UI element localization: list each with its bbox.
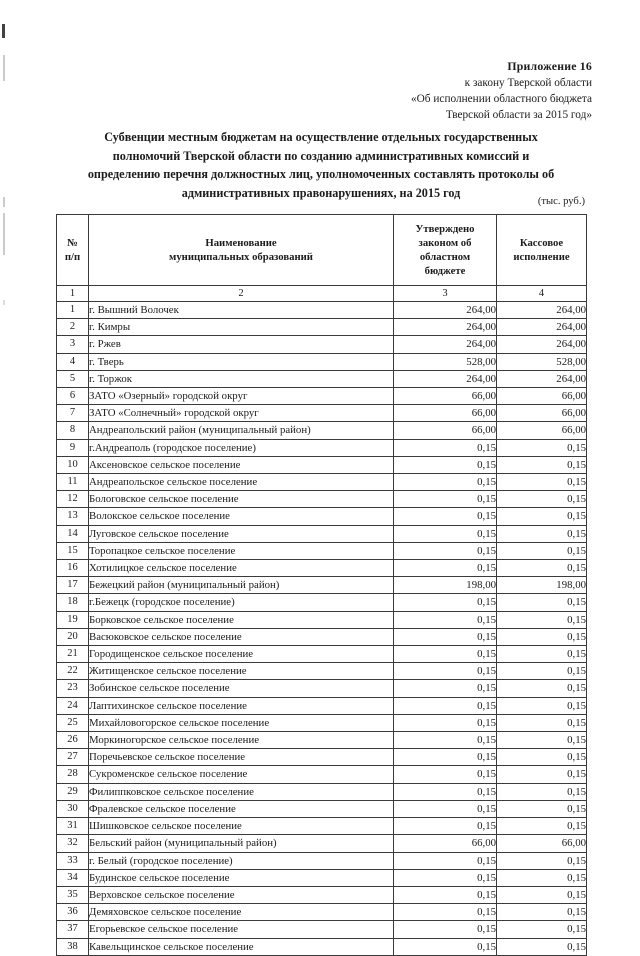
row-number-cell: 13 xyxy=(57,508,89,525)
row-number-cell: 38 xyxy=(57,938,89,955)
table-row xyxy=(57,749,587,766)
budget-table-container xyxy=(56,214,586,956)
approved-amount-cell: 198,00 xyxy=(394,577,497,594)
approved-amount-cell: 66,00 xyxy=(394,422,497,439)
document-header-block xyxy=(292,58,592,123)
cash-execution-cell: 0,15 xyxy=(497,904,587,921)
cash-execution-cell: 264,00 xyxy=(497,336,587,353)
table-row xyxy=(57,456,587,473)
municipality-name-cell: Демяховское сельское поселение xyxy=(89,904,394,921)
column-number-4: 4 xyxy=(497,286,587,302)
row-number-cell: 4 xyxy=(57,353,89,370)
row-number-cell: 14 xyxy=(57,525,89,542)
table-row xyxy=(57,353,587,370)
table-row xyxy=(57,405,587,422)
approved-amount-cell: 0,15 xyxy=(394,818,497,835)
table-row xyxy=(57,646,587,663)
row-number-cell: 34 xyxy=(57,869,89,886)
cash-execution-cell: 0,15 xyxy=(497,886,587,903)
approved-amount-cell: 0,15 xyxy=(394,474,497,491)
row-number-cell: 20 xyxy=(57,628,89,645)
cash-execution-cell: 264,00 xyxy=(497,319,587,336)
page-title xyxy=(62,128,580,202)
approved-amount-cell: 0,15 xyxy=(394,886,497,903)
municipality-name-cell: Васюковское сельское поселение xyxy=(89,628,394,645)
table-row xyxy=(57,594,587,611)
table-header-row xyxy=(57,215,587,286)
header-line-1: к закону Тверской области xyxy=(464,76,592,89)
table-row xyxy=(57,766,587,783)
row-number-cell: 7 xyxy=(57,405,89,422)
row-number-cell: 16 xyxy=(57,560,89,577)
cash-execution-cell: 0,15 xyxy=(497,766,587,783)
row-number-cell: 17 xyxy=(57,577,89,594)
cash-execution-cell: 0,15 xyxy=(497,749,587,766)
municipality-name-cell: Бежецкий район (муниципальный район) xyxy=(89,577,394,594)
column-header-approved-line-2: законом об xyxy=(418,236,472,249)
table-row xyxy=(57,732,587,749)
municipality-name-cell: Кавельщинское сельское поселение xyxy=(89,938,394,955)
column-number-3: 3 xyxy=(394,286,497,302)
approved-amount-cell: 0,15 xyxy=(394,904,497,921)
appendix-number: Приложение 16 xyxy=(507,59,592,73)
municipality-name-cell: Михайловогорское сельское поселение xyxy=(89,714,394,731)
municipality-name-cell: Будинское сельское поселение xyxy=(89,869,394,886)
table-row xyxy=(57,835,587,852)
cash-execution-cell: 0,15 xyxy=(497,732,587,749)
table-row xyxy=(57,577,587,594)
approved-amount-cell: 0,15 xyxy=(394,456,497,473)
cash-execution-cell: 198,00 xyxy=(497,577,587,594)
municipality-name-cell: Поречьевское сельское поселение xyxy=(89,749,394,766)
cash-execution-cell: 0,15 xyxy=(497,491,587,508)
approved-amount-cell: 0,15 xyxy=(394,783,497,800)
approved-amount-cell: 0,15 xyxy=(394,921,497,938)
cash-execution-cell: 264,00 xyxy=(497,302,587,319)
approved-amount-cell: 0,15 xyxy=(394,680,497,697)
table-body xyxy=(57,302,587,956)
header-line-3: Тверской области за 2015 год» xyxy=(445,108,592,121)
municipality-name-cell: Городищенское сельское поселение xyxy=(89,646,394,663)
column-header-number-line-2: п/п xyxy=(64,251,81,263)
cash-execution-cell: 0,15 xyxy=(497,697,587,714)
approved-amount-cell: 0,15 xyxy=(394,663,497,680)
row-number-cell: 36 xyxy=(57,904,89,921)
table-row xyxy=(57,439,587,456)
approved-amount-cell: 0,15 xyxy=(394,766,497,783)
table-row xyxy=(57,319,587,336)
municipality-name-cell: г. Торжок xyxy=(89,370,394,387)
approved-amount-cell: 0,15 xyxy=(394,852,497,869)
table-row xyxy=(57,336,587,353)
table-row xyxy=(57,852,587,869)
row-number-cell: 2 xyxy=(57,319,89,336)
approved-amount-cell: 0,15 xyxy=(394,594,497,611)
municipality-name-cell: Моркиногорское сельское поселение xyxy=(89,732,394,749)
cash-execution-cell: 0,15 xyxy=(497,594,587,611)
row-number-cell: 19 xyxy=(57,611,89,628)
table-row xyxy=(57,508,587,525)
cash-execution-cell: 0,15 xyxy=(497,542,587,559)
row-number-cell: 32 xyxy=(57,835,89,852)
cash-execution-cell: 0,15 xyxy=(497,474,587,491)
table-row xyxy=(57,800,587,817)
municipality-name-cell: Андреапольское сельское поселение xyxy=(89,474,394,491)
row-number-cell: 15 xyxy=(57,542,89,559)
municipality-name-cell: г.Бежецк (городское поселение) xyxy=(89,594,394,611)
municipality-name-cell: Андреапольский район (муниципальный район) xyxy=(89,422,394,439)
cash-execution-cell: 0,15 xyxy=(497,508,587,525)
table-row xyxy=(57,422,587,439)
column-header-cash-line-1: Кассовое xyxy=(519,236,564,249)
row-number-cell: 29 xyxy=(57,783,89,800)
cash-execution-cell: 0,15 xyxy=(497,456,587,473)
row-number-cell: 21 xyxy=(57,646,89,663)
table-row xyxy=(57,474,587,491)
column-header-approved xyxy=(394,215,497,286)
municipality-name-cell: Хотилицкое сельское поселение xyxy=(89,560,394,577)
table-row xyxy=(57,783,587,800)
table-row xyxy=(57,542,587,559)
cash-execution-cell: 66,00 xyxy=(497,835,587,852)
municipality-name-cell: г.Андреаполь (городское поселение) xyxy=(89,439,394,456)
municipality-name-cell: Луговское сельское поселение xyxy=(89,525,394,542)
approved-amount-cell: 66,00 xyxy=(394,388,497,405)
municipality-name-cell: ЗАТО «Солнечный» городской округ xyxy=(89,405,394,422)
cash-execution-cell: 528,00 xyxy=(497,353,587,370)
municipality-name-cell: Торопацкое сельское поселение xyxy=(89,542,394,559)
cash-execution-cell: 0,15 xyxy=(497,818,587,835)
row-number-cell: 5 xyxy=(57,370,89,387)
row-number-cell: 1 xyxy=(57,302,89,319)
table-row xyxy=(57,560,587,577)
municipality-name-cell: Лаптихинское сельское поселение xyxy=(89,697,394,714)
municipality-name-cell: Фралевское сельское поселение xyxy=(89,800,394,817)
approved-amount-cell: 0,15 xyxy=(394,628,497,645)
cash-execution-cell: 0,15 xyxy=(497,921,587,938)
column-header-name-line-2: муниципальных образований xyxy=(169,251,313,263)
scan-artifact xyxy=(2,24,5,38)
table-row xyxy=(57,611,587,628)
table-row xyxy=(57,663,587,680)
municipality-name-cell: г. Вышний Волочек xyxy=(89,302,394,319)
cash-execution-cell: 66,00 xyxy=(497,388,587,405)
municipality-name-cell: Верховское сельское поселение xyxy=(89,886,394,903)
cash-execution-cell: 0,15 xyxy=(497,611,587,628)
row-number-cell: 8 xyxy=(57,422,89,439)
municipality-name-cell: г. Кимры xyxy=(89,319,394,336)
cash-execution-cell: 0,15 xyxy=(497,525,587,542)
units-note: (тыс. руб.) xyxy=(537,196,585,207)
approved-amount-cell: 0,15 xyxy=(394,800,497,817)
cash-execution-cell: 0,15 xyxy=(497,800,587,817)
municipality-name-cell: Бельский район (муниципальный район) xyxy=(89,835,394,852)
cash-execution-cell: 0,15 xyxy=(497,663,587,680)
table-row xyxy=(57,714,587,731)
table-header xyxy=(57,215,587,302)
column-header-number xyxy=(57,215,89,286)
column-header-approved-line-1: Утверждено xyxy=(415,222,475,235)
cash-execution-cell: 264,00 xyxy=(497,370,587,387)
table-row xyxy=(57,938,587,955)
municipality-name-cell: ЗАТО «Озерный» городской округ xyxy=(89,388,394,405)
approved-amount-cell: 0,15 xyxy=(394,749,497,766)
cash-execution-cell: 0,15 xyxy=(497,783,587,800)
approved-amount-cell: 0,15 xyxy=(394,714,497,731)
table-row xyxy=(57,370,587,387)
approved-amount-cell: 264,00 xyxy=(394,336,497,353)
approved-amount-cell: 0,15 xyxy=(394,525,497,542)
row-number-cell: 6 xyxy=(57,388,89,405)
table-row xyxy=(57,818,587,835)
cash-execution-cell: 0,15 xyxy=(497,938,587,955)
row-number-cell: 9 xyxy=(57,439,89,456)
municipality-name-cell: г. Тверь xyxy=(89,353,394,370)
title-line-1: Субвенции местным бюджетам на осуществление отдельных государственных xyxy=(104,130,538,144)
row-number-cell: 24 xyxy=(57,697,89,714)
cash-execution-cell: 66,00 xyxy=(497,422,587,439)
column-number-row xyxy=(57,286,587,302)
header-line-2: «Об исполнении областного бюджета xyxy=(411,92,592,105)
row-number-cell: 31 xyxy=(57,818,89,835)
approved-amount-cell: 0,15 xyxy=(394,542,497,559)
table-row xyxy=(57,628,587,645)
scan-artifact xyxy=(3,55,5,81)
row-number-cell: 23 xyxy=(57,680,89,697)
table-row xyxy=(57,697,587,714)
cash-execution-cell: 0,15 xyxy=(497,646,587,663)
table-row xyxy=(57,904,587,921)
row-number-cell: 27 xyxy=(57,749,89,766)
row-number-cell: 35 xyxy=(57,886,89,903)
budget-table xyxy=(56,214,587,956)
approved-amount-cell: 0,15 xyxy=(394,611,497,628)
municipality-name-cell: Филиппковское сельское поселение xyxy=(89,783,394,800)
municipality-name-cell: Аксеновское сельское поселение xyxy=(89,456,394,473)
municipality-name-cell: г. Белый (городское поселение) xyxy=(89,852,394,869)
column-header-approved-line-4: бюджете xyxy=(424,265,466,278)
municipality-name-cell: Шишковское сельское поселение xyxy=(89,818,394,835)
table-row xyxy=(57,886,587,903)
table-row xyxy=(57,491,587,508)
cash-execution-cell: 0,15 xyxy=(497,852,587,869)
cash-execution-cell: 66,00 xyxy=(497,405,587,422)
cash-execution-cell: 0,15 xyxy=(497,628,587,645)
approved-amount-cell: 0,15 xyxy=(394,491,497,508)
scan-artifact xyxy=(3,213,5,255)
municipality-name-cell: Егорьевское сельское поселение xyxy=(89,921,394,938)
row-number-cell: 18 xyxy=(57,594,89,611)
approved-amount-cell: 0,15 xyxy=(394,869,497,886)
municipality-name-cell: Бологовское сельское поселение xyxy=(89,491,394,508)
column-number-1: 1 xyxy=(57,286,89,302)
municipality-name-cell: Сукроменское сельское поселение xyxy=(89,766,394,783)
cash-execution-cell: 0,15 xyxy=(497,869,587,886)
approved-amount-cell: 0,15 xyxy=(394,697,497,714)
cash-execution-cell: 0,15 xyxy=(497,439,587,456)
cash-execution-cell: 0,15 xyxy=(497,560,587,577)
municipality-name-cell: Житищенское сельское поселение xyxy=(89,663,394,680)
row-number-cell: 11 xyxy=(57,474,89,491)
municipality-name-cell: Борковское сельское поселение xyxy=(89,611,394,628)
approved-amount-cell: 264,00 xyxy=(394,370,497,387)
approved-amount-cell: 264,00 xyxy=(394,302,497,319)
table-row xyxy=(57,525,587,542)
approved-amount-cell: 528,00 xyxy=(394,353,497,370)
row-number-cell: 37 xyxy=(57,921,89,938)
approved-amount-cell: 0,15 xyxy=(394,732,497,749)
row-number-cell: 30 xyxy=(57,800,89,817)
municipality-name-cell: Волокское сельское поселение xyxy=(89,508,394,525)
row-number-cell: 26 xyxy=(57,732,89,749)
column-header-number-line-1: № xyxy=(67,236,78,249)
approved-amount-cell: 0,15 xyxy=(394,508,497,525)
approved-amount-cell: 0,15 xyxy=(394,938,497,955)
approved-amount-cell: 0,15 xyxy=(394,646,497,663)
column-header-name xyxy=(89,215,394,286)
row-number-cell: 10 xyxy=(57,456,89,473)
column-header-cash xyxy=(497,215,587,286)
column-number-2: 2 xyxy=(89,286,394,302)
row-number-cell: 28 xyxy=(57,766,89,783)
table-row xyxy=(57,869,587,886)
column-header-approved-line-3: областном xyxy=(419,251,471,263)
cash-execution-cell: 0,15 xyxy=(497,680,587,697)
row-number-cell: 33 xyxy=(57,852,89,869)
column-header-cash-line-2: исполнение xyxy=(513,251,570,263)
approved-amount-cell: 66,00 xyxy=(394,405,497,422)
approved-amount-cell: 66,00 xyxy=(394,835,497,852)
approved-amount-cell: 0,15 xyxy=(394,439,497,456)
municipality-name-cell: Зобинское сельское поселение xyxy=(89,680,394,697)
approved-amount-cell: 0,15 xyxy=(394,560,497,577)
cash-execution-cell: 0,15 xyxy=(497,714,587,731)
column-header-name-line-1: Наименование xyxy=(205,236,277,249)
scan-artifact xyxy=(3,300,5,305)
row-number-cell: 22 xyxy=(57,663,89,680)
title-line-2: полномочий Тверской области по созданию административных комиссий и xyxy=(112,148,530,163)
title-line-4: административных правонарушениях, на 2015 год xyxy=(181,185,461,200)
table-row xyxy=(57,388,587,405)
table-row xyxy=(57,921,587,938)
row-number-cell: 25 xyxy=(57,714,89,731)
table-row xyxy=(57,302,587,319)
row-number-cell: 12 xyxy=(57,491,89,508)
title-line-3: определению перечня должностных лиц, уполномоченных составлять протоколы об xyxy=(87,167,555,182)
table-row xyxy=(57,680,587,697)
approved-amount-cell: 264,00 xyxy=(394,319,497,336)
scan-artifact xyxy=(3,197,5,207)
municipality-name-cell: г. Ржев xyxy=(89,336,394,353)
row-number-cell: 3 xyxy=(57,336,89,353)
